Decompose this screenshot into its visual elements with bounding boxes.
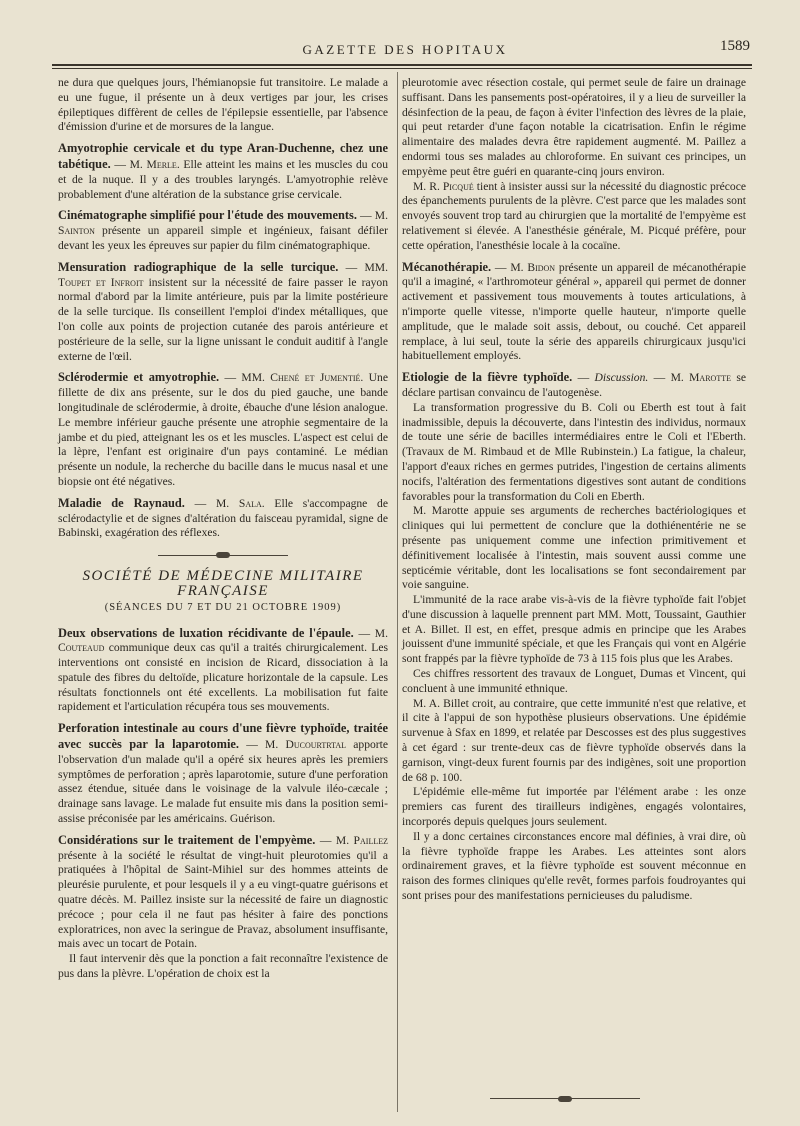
article-text: Une fillette de dix ans présente, sur le dos du pied gauche, une bande longitudinale de sclérodermie, à droite, ébauche d'une lésion analogue. Le membre inférieur gauche présente une atrophie segmentaire de la jambe et du pied, atteignant les os et les muscles. L'aspect est celui de la lèpre, l'enfant est originaire d'un pays contaminé. Le médian présente un nodule, la recherche du bacille dans le mucus nasal et une biopsie ont été négatives. [58,371,388,488]
right-column: pleurotomie avec résection costale, qui permet seule de faire un drainage suffisant. Dans les pansements post-opératoires, il y a lieu de surveiller la désinfection de la peau, de façon à éviter l'infection des lèvres de la plaie, qui peut retarder d'une façon notable la cicatrisation. Enfin le régime alimentaire des malades devra être rapidement augmenté. M. Paillez a endormi tous ses malades au chloroforme. En suivant ces principes, un empyème peut être guéri en quarante-cinq jours environ. M. R. Picqué tient à insister aussi sur la nécessité du diagnostic précoce des épanchements purulents de la plèvre. C'est parce que les malades sont envoyés souvent trop tard au chirurgien que la mortalité de l'empyème est relativement si élevée. A l'anesthésie générale, M. Picqué préfère, pour cette opération, l'anesthésie locale à la cocaïne. Mécanothérapie. — M. Bidon présente un appareil de mécanothérapie qu'il a imaginé, « l'arthromoteur général », appareil qui permet de donner activement et passivement tous mouvements à toutes articulations, à n'importe quelle vitesse, n'importe quelle hauteur, n'importe quelle amplitude, que le malade soit assis, debout, ou couché. Cet appareil remplace, à lui seul, toute la série des appareils chirurgicaux jusqu'ici habituellement employés. Etiologie de la fièvre typhoïde. — Discussion. — M. Marotte se déclare partisan convaincu de l'autogenèse. La transformation progressive du B. Coli ou Eberth est tout à fait inadmissible, depuis la découverte, dans l'intestin des individus, normaux de toute une série de bacilles intermédiaires entre le Coli et l'Eberth. (Travaux de M. Rimbaud et de Mlle Rubinstein.) La fatigue, la chaleur, l'apport d'eaux riches en germes putrides, l'ingestion de certains aliments nocifs, l'altération des fermentations digestives sont autant de conditions favorables pour la transformation du Coli en Eberth. M. Marotte appuie ses arguments de recherches bactériologiques et cliniques qui lui permettent de conclure que la dothiénentérie ne se présente pas uniquement comme une infection primitivement et définitivement localisée à l'intestin, mais souvent aussi comme une septicémie véritable, dont les localisations se font secondairement par voie sanguine. L'immunité de la race arabe vis-à-vis de la fièvre typhoïde fait l'objet d'une discussion à laquelle prennent part MM. Mott, Toussaint, Gauthier et A. Billet. Il est, en effet, presque admis en principe que les Arabes jouissent d'une immunité spéciale, et que les Français qui vont en Algérie sont frappés par la fièvre typhoïde de 73 à 115 fois plus que les Arabes. Ces chiffres ressortent des travaux de Longuet, Dumas et Vincent, qui concluent à une immunité ethnique. M. A. Billet croit, au contraire, que cette immunité n'est que relative, et il cite à l'appui de son hypothèse plusieurs observations. Une épidémie survenue à Sfax en 1899, et relatée par Descosses est des plus suggestives à cet égard : sur trente-deux cas de fièvre typhoïde observés dans la garnison, vingt-deux furent fournis par des indigènes, soit une proportion de 68 p. 100. L'épidémie elle-même fut importée par l'élément arabe : les onze premiers cas furent des tirailleurs indigènes, engagés volontaires, incorporés depuis quelques jours seulement. Il y a donc certaines circonstances encore mal définies, à vrai dire, où la fièvre typhoïde frappe les Arabes. Les atteintes sont alors ordinairement graves, et la fièvre typhoïde est souvent méconnue en raison des formes cliniques qu'elle revêt, formes parfois foudroyantes qui sont prises pour des manifestations pernicieuses du paludisme. [402,76,746,903]
author: MM. Toupet et Infroit [58,260,389,289]
author: M. Merle. [129,157,180,171]
paragraph: Ces chiffres ressortent des travaux de Longuet, Dumas et Vincent, qui concluent à une immunité ethnique. [402,667,746,695]
paragraph: L'épidémie elle-même fut importée par l'élément arabe : les onze premiers cas furent des tirailleurs indigènes, engagés volontaires, incorporés depuis quelques jours seulement. [402,785,746,829]
paragraph: M. A. Billet croit, au contraire, que cette immunité n'est que relative, et il cite à l'appui de son hypothèse plusieurs observations. Une épidémie survenue à Sfax en 1899, et relatée par Descosses est des plus suggestives à cet égard : sur trente-deux cas de fièvre typhoïde observés dans la garnison, vingt-deux furent fournis par des indigènes, soit une proportion de 68 p. 100. [402,696,746,784]
article-title: Mensuration radiographique de la selle turcique. [58,259,339,274]
paragraph-picque [402,180,746,254]
paragraph: L'immunité de la race arabe vis-à-vis de la fièvre typhoïde fait l'objet d'une discussion à laquelle prennent part MM. Mott, Toussaint, Gauthier et A. Billet. Il est, en effet, presque admis en principe que les Arabes jouissent d'une immunité spéciale, et que les Français qui vont en Algérie sont frappés par la fièvre typhoïde de 73 à 115 fois plus que les Arabes. [402,593,746,666]
article-title: Considérations sur le traitement de l'empyème. [58,832,316,847]
article-text: insistent sur la nécessité de faire passer le rayon normal d'abord par la limite antérieure, puis par la limite postérieure de la selle turcique. Ils conseillent l'emploi d'index métalliques, que l'on colle aux points de projection cutanée des parois antérieure et postérieure de la selle, sur la ligne unissant le conduit auditif à l'angle externe de l'œil. [58,275,388,363]
author: M. Couteaud [58,626,388,655]
article-title: Amyotrophie cervicale et du type Aran-Duchenne, chez une tabétique. [58,141,388,171]
section-title: SOCIÉTÉ DE MÉDECINE MILITAIRE FRANÇAISE [82,568,364,599]
article-title: Cinématographe simplifié pour l'étude des mouvements. [58,208,357,223]
author: MM. Chené et Jumentié. [241,371,364,385]
article-text: apporte l'observation d'un malade qu'il a opéré six heures après les premiers symptômes de perforation ; après laparotomie, suture d'une perforation assez étendue, située dans le voisinage de la valvule iléo-cæcale ; drainage sans lavage. Le malade fut ensuite mis dans la position semi-assise préconisée par les américains. Guérison. [58,738,389,826]
ornament-divider [58,551,388,559]
page-header [60,34,750,58]
paragraph: Il faut intervenir dès que la ponction a fait reconnaître l'existence de pus dans la plèvre. L'opération de choix est la [58,952,388,981]
article-text: communique deux cas qu'il a traités chirurgicalement. Les interventions ont consisté en incision de Ricard, dissociation à la spatule des fibres du deltoïde, plicature horizontale de la capsule. Les résultats fonctionnels ont été excellents. La mobilisation fut faite rapidement et l'articulation récupéra tous ses mouvements. [58,641,389,714]
section-subtitle: (SÉANCES DU 7 ET DU 21 OCTOBRE 1909) [104,601,342,613]
author: M. Bidon [510,260,556,274]
paragraph: pleurotomie avec résection costale, qui permet seule de faire un drainage suffisant. Dans les pansements post-opératoires, il y a lieu de surveiller la désinfection de la peau, de façon à éviter l'infection des lèvres de la plaie, qui peut retarder d'une façon notable la cicatrisation. Enfin le régime alimentaire des malades devra être rapidement augmenté. M. Paillez a endormi tous ses malades au chloroforme. En suivant ces principes, un empyème peut être guéri en quarante-cinq jours environ. [402,76,746,178]
left-column: ne dura que quelques jours, l'hémianopsie fut transitoire. Le malade a eu une fugue, il présente un à deux vertiges par jour, les crises épileptiques diffèrent de celles de l'épilepsie essentielle, par l'absence d'émission d'urine et de morsures de la langue. Amyotrophie cervicale et du type Aran-Duchenne, chez une tabétique. — M. Merle. Elle atteint les mains et les muscles du cou et de la nuque. Il y a des troubles laryngés. L'amyotrophie relève probablement d'une altération de la substance grise cervicale. Cinématographe simplifié pour l'étude des mouvements. — M. Sainton présente un appareil simple et ingénieux, faisant défiler devant les yeux les épreuves sur papier du film cinématographique. Mensuration radiographique de la selle turcique. — MM. Toupet et Infroit insistent sur la nécessité de faire passer le rayon normal d'abord par la limite antérieure, puis par la limite postérieure de la selle turcique. Ils conseillent l'emploi d'index métalliques, que l'on colle aux points de projection cutanée des parois antérieure et postérieure de la selle, sur la ligne unissant le conduit auditif à l'angle externe de l'œil. Sclérodermie et amyotrophie. — MM. Chené et Jumentié. Une fillette de dix ans présente, sur le dos du pied gauche, une bande longitudinale de sclérodermie, à droite, ébauche d'une lésion analogue. Le membre inférieur gauche présente une atrophie segmentaire de la jambe et du pied, atteignant les os et les muscles. L'aspect est celui de la lèpre, l'enfant est originaire d'un pays contaminé. Le médian présente un nodule, la recherche du bacille dans le mucus nasal et une biopsie ont été négatives. Maladie de Raynaud. — M. Sala. Elle s'accompagne de sclérodactylie et de signes d'altération du faisceau pyramidal, signe de Babinski, exagération des réflexes. SOCIÉTÉ DE MÉDECINE MILITAIRE FRANÇAISE (SÉANCES DU 7 ET DU 21 OCTOBRE 1909) Deux observations de luxation récidivante de l'épaule. — M. Couteaud communique deux cas qu'il a traités chirurgicalement. Les interventions ont consisté en incision de Ricard, dissociation à la spatule des fibres du deltoïde, plicature horizontale de la capsule. Les résultats fonctionnels ont été excellents. La mobilisation fut faite rapidement et l'articulation récupéra tous ses mouvements. Perforation intestinale au cours d'une fièvre typhoïde, traitée avec succès par la laparotomie. — M. Ducourtrtal apporte l'observation d'un malade qu'il a opéré six heures après les premiers symptômes de perforation ; après laparotomie, suture d'une perforation assez étendue, située dans le voisinage de la valvule iléo-cæcale ; drainage sans lavage. Le malade fut ensuite mis dans la position semi-assise préconisée par les américains. Guérison. Considérations sur le traitement de l'empyème. — M. Paillez présente à la société le résultat de vingt-huit pleurotomies qu'il a pratiquées à l'hôpital de Saint-Mihiel sur des hommes atteints de pleurésie purulente, et pour lesquels il y a eu vingt-quatre guérisons et quatre décès. M. Paillez insiste sur la nécessité de faire un diagnostic précoce ; pour cela il ne faut pas hésiter à faire des ponctions exploratrices, non avec la seringue de Pravaz, absolument insuffisante, mais avec un tocart de Potain. Il faut intervenir dès que la ponction a fait reconnaître l'existence de pus dans la plèvre. L'opération de choix est la [58,76,389,981]
article-text: présente un appareil simple et ingénieux, faisant défiler devant les yeux les épreuves sur papier du film cinématographique. [58,224,388,252]
author: M. Paillez [335,833,388,847]
author: M. Sala. [215,496,265,510]
header-rule-thin [52,68,752,69]
article-title: Maladie de Raynaud. [58,495,185,510]
paragraph: M. Marotte appuie ses arguments de recherches bactériologiques et cliniques qui lui permettent de conclure que la dothiénentérie ne se présente pas uniquement comme une infection primitivement et définitivement localisée à l'intestin, mais souvent aussi comme une septicémie véritable, dont les localisations se font secondairement par voie sanguine. [402,504,746,592]
author: M. R. Picqué [413,179,474,193]
article-text: présente à la société le résultat de vingt-huit pleurotomies qu'il a pratiquées à l'hôpital de Saint-Mihiel sur des hommes atteints de pleurésie purulente, et pour lesquels il y a eu vingt-quatre guérisons et quatre décès. M. Paillez insiste sur la nécessité de faire un diagnostic précoce ; pour cela il ne faut pas hésiter à faire des ponctions exploratrices, non avec la seringue de Pravaz, absolument insuffisante, mais avec un tocart de Potain. [58,848,388,951]
discussion-label: Discussion. [594,371,649,385]
article-text: Elle s'accompagne de sclérodactylie et de signes d'altération du faisceau pyramidal, signe de Babinski, exagération des réflexes. [58,496,388,540]
article-text: présente un appareil de mécanothérapie qu'il a imaginé, « l'arthromoteur général », appareil qui permet de donner activement et passivement tous mouvements à toutes articulations, à n'importe quelle vitesse, n'importe quelle hauteur, n'importe quelle amplitude, que le malade soit assis, debout, ou couché. Cet appareil remplace, à lui seul, toute la série des appareils chirurgicaux jusqu'ici habituellement employés. [402,260,746,363]
article-text: se déclare partisan convaincu de l'autogenèse. [402,371,746,399]
journal-title: GAZETTE DES HOPITAUX [302,42,508,57]
header-rule [52,64,752,66]
article-title: Sclérodermie et amyotrophie. [58,370,220,385]
article-title: Perforation intestinale au cours d'une fièvre typhoïde, traitée avec succès par la laparotomie. [58,721,388,752]
article-text: tient à insister aussi sur la nécessité du diagnostic précoce des épanchements purulents de la plèvre. C'est parce que les malades sont envoyés souvent trop tard au chirurgien que la mortalité de l'empyème est relativement si élevée. A l'anesthésie générale, M. Picqué préfère, pour cette opération, l'anesthésie locale à la cocaïne. [402,179,746,252]
ornament-divider-end [490,1098,640,1099]
article-title: Etiologie de la fièvre typhoïde. [402,370,573,385]
article-title: Deux observations de luxation récidivante de l'épaule. [58,625,354,640]
paragraph: ne dura que quelques jours, l'hémianopsie fut transitoire. Le malade a eu une fugue, il présente un à deux vertiges par jour, les crises épileptiques diffèrent de celles de l'épilepsie essentielle, par l'absence d'émission d'urine et de morsures de la langue. [58,76,388,134]
column-divider [397,72,398,1112]
author: M. Marotte [670,371,731,385]
author: M. Sainton [58,209,388,238]
page-number: 1589 [720,38,750,54]
article-text: Elle atteint les mains et les muscles du cou et de la nuque. Il y a des troubles laryngés. L'amyotrophie relève probablement d'une altération de la substance grise cervicale. [58,157,388,201]
paragraph: La transformation progressive du B. Coli ou Eberth est tout à fait inadmissible, depuis la découverte, dans l'intestin des individus, normaux de toute une série de bacilles intermédiaires entre le Coli et l'Eberth. (Travaux de M. Rimbaud et de Mlle Rubinstein.) La fatigue, la chaleur, l'apport d'eaux riches en germes putrides, l'ingestion de certains aliments nocifs, l'altération des fermentations digestives sont autant de conditions favorables pour la transformation du Coli en Eberth. [402,400,746,503]
article-title: Mécanothérapie. [402,259,492,274]
author: M. Ducourtrtal [265,738,347,752]
paragraph: Il y a donc certaines circonstances encore mal définies, à vrai dire, où la fièvre typhoïde frappe les Arabes. Les atteintes sont alors ordinairement graves, et la fièvre typhoïde est souvent méconnue en raison des formes cliniques qu'elle revêt, formes parfois foudroyantes qui sont prises pour des manifestations pernicieuses du paludisme. [402,829,746,903]
